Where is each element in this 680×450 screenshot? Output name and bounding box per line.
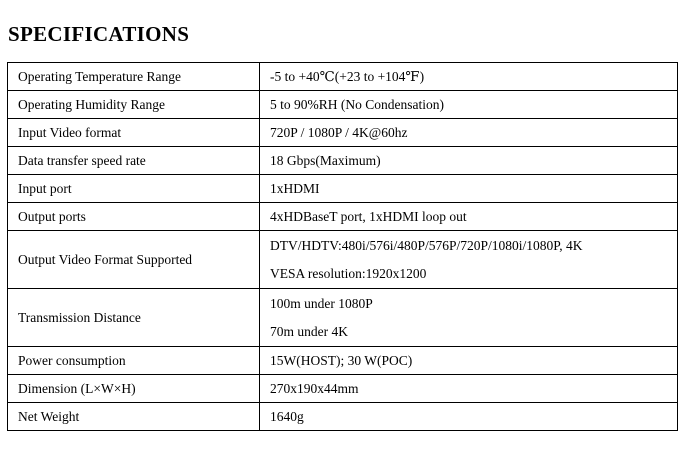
spec-label: Dimension (L×W×H) xyxy=(8,375,260,403)
spec-row-data-transfer-speed xyxy=(8,147,678,175)
spec-row-input-video-format xyxy=(8,119,678,147)
spec-label: Operating Temperature Range xyxy=(8,63,260,91)
spec-value xyxy=(260,289,678,347)
spec-label: Power consumption xyxy=(8,347,260,375)
specifications-table xyxy=(7,62,678,431)
spec-row-output-ports xyxy=(8,203,678,231)
spec-row-output-video-format xyxy=(8,231,678,289)
spec-row-transmission-distance xyxy=(8,289,678,347)
page-title: SPECIFICATIONS xyxy=(8,22,190,46)
spec-value: 720P / 1080P / 4K@60hz xyxy=(260,119,678,147)
spec-label: Input port xyxy=(8,175,260,203)
spec-value: 18 Gbps(Maximum) xyxy=(260,147,678,175)
spec-label: Transmission Distance xyxy=(8,289,260,347)
spec-row-operating-humidity xyxy=(8,91,678,119)
spec-label: Input Video format xyxy=(8,119,260,147)
spec-label: Output Video Format Supported xyxy=(8,231,260,289)
spec-label: Output ports xyxy=(8,203,260,231)
spec-value: 5 to 90%RH (No Condensation) xyxy=(260,91,678,119)
spec-value: 1xHDMI xyxy=(260,175,678,203)
spec-value: -5 to +40℃(+23 to +104℉) xyxy=(260,63,678,91)
spec-value-line: 70m under 4K xyxy=(270,323,348,339)
spec-value: 270x190x44mm xyxy=(260,375,678,403)
spec-label: Data transfer speed rate xyxy=(8,147,260,175)
spec-value: 15W(HOST); 30 W(POC) xyxy=(260,347,678,375)
spec-row-dimension xyxy=(8,375,678,403)
spec-label: Operating Humidity Range xyxy=(8,91,260,119)
spec-row-power-consumption xyxy=(8,347,678,375)
spec-row-operating-temperature xyxy=(8,63,678,91)
spec-label: Net Weight xyxy=(8,403,260,431)
spec-value: 1640g xyxy=(260,403,678,431)
spec-row-input-port xyxy=(8,175,678,203)
spec-value-line: VESA resolution:1920x1200 xyxy=(270,265,427,281)
spec-value-line: DTV/HDTV:480i/576i/480P/576P/720P/1080i/1080P, 4K xyxy=(270,237,583,253)
spec-value xyxy=(260,231,678,289)
spec-value-line: 100m under 1080P xyxy=(270,295,373,311)
spec-value: 4xHDBaseT port, 1xHDMI loop out xyxy=(260,203,678,231)
spec-row-net-weight xyxy=(8,403,678,431)
